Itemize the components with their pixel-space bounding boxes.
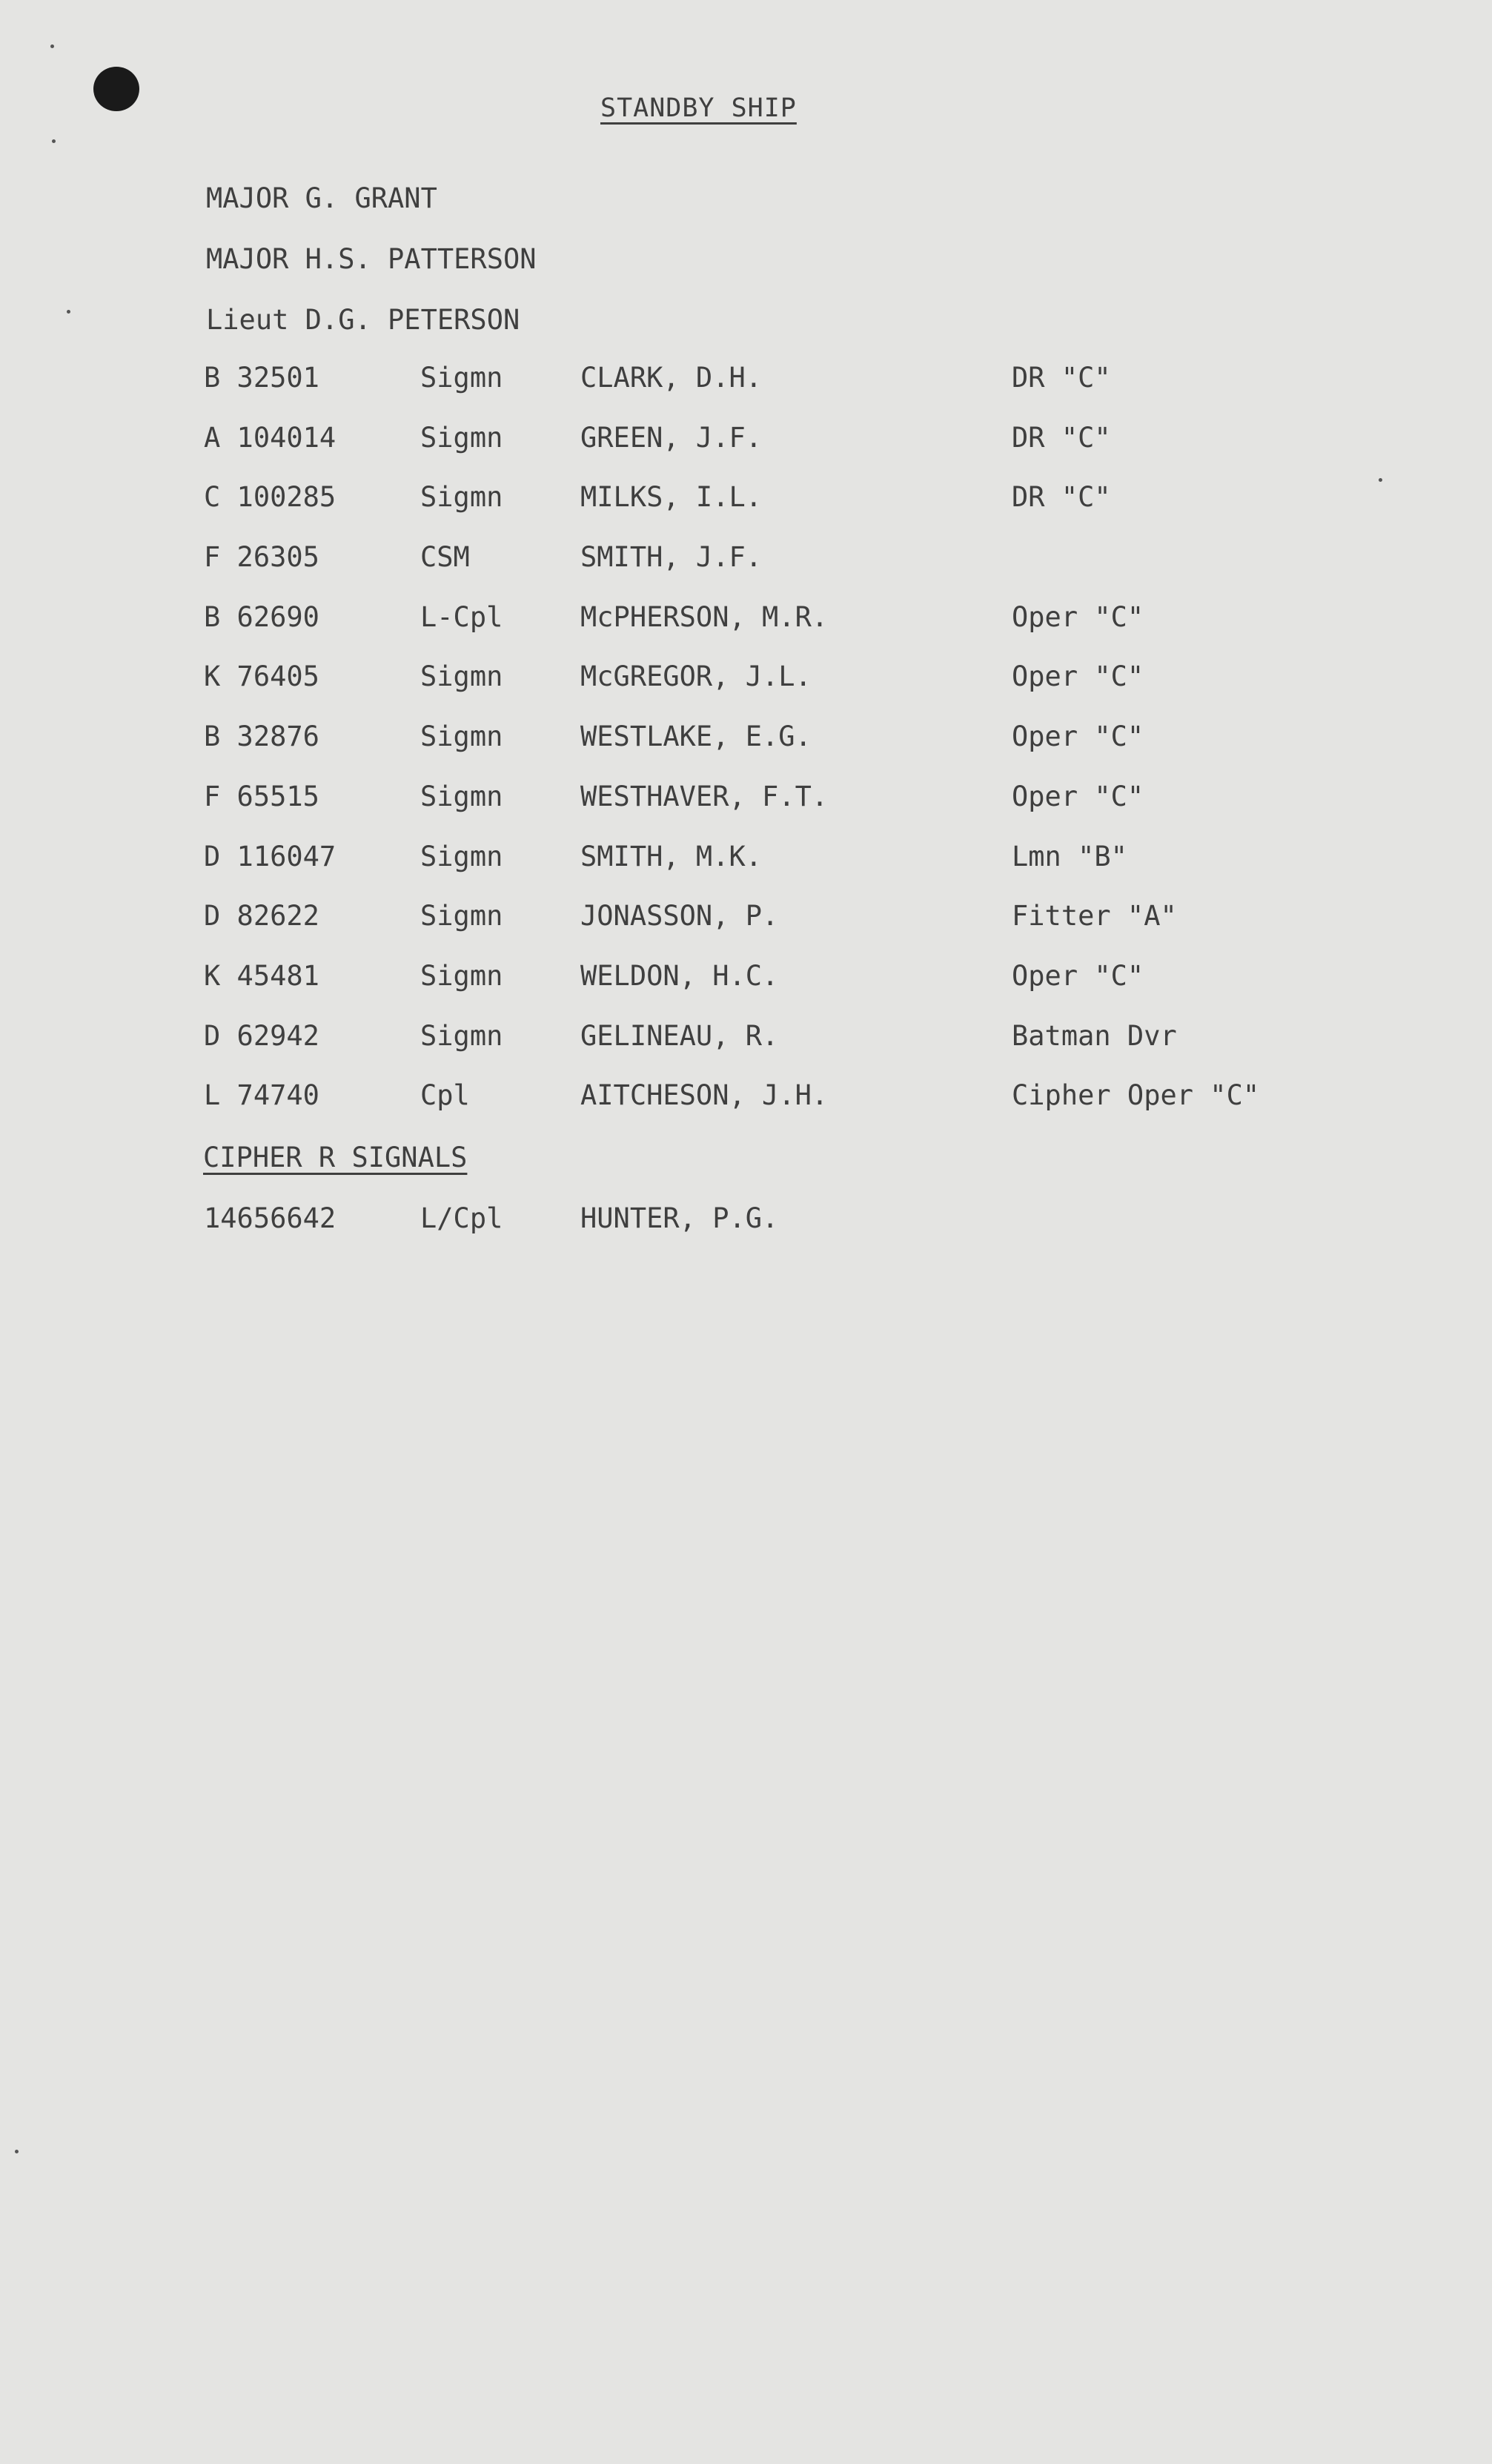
rank: L/Cpl	[420, 1202, 503, 1234]
trade: Cipher Oper "C"	[1012, 1079, 1260, 1112]
rank: Sigmn	[420, 840, 503, 872]
service-number: K 76405	[204, 660, 319, 693]
member-name: CLARK, D.H.	[580, 362, 763, 394]
member-name: GREEN, J.F.	[580, 421, 763, 454]
service-number: D 116047	[204, 840, 336, 872]
section-heading: CIPHER R SIGNALS	[203, 1142, 468, 1173]
rank: Sigmn	[420, 481, 503, 514]
rank: Sigmn	[420, 1019, 503, 1052]
speck	[1379, 478, 1382, 482]
trade: Oper "C"	[1012, 959, 1144, 992]
trade: Oper "C"	[1012, 721, 1144, 753]
service-number: B 32876	[204, 721, 319, 753]
service-number: F 26305	[204, 541, 319, 574]
service-number: B 32501	[204, 362, 319, 394]
trade: Oper "C"	[1012, 780, 1144, 812]
officer-line: MAJOR G. GRANT	[206, 182, 437, 214]
service-number: L 74740	[204, 1079, 319, 1112]
member-name: McPHERSON, M.R.	[580, 600, 829, 633]
punch-hole	[93, 67, 139, 111]
member-name: GELINEAU, R.	[580, 1019, 779, 1052]
rank: CSM	[420, 541, 470, 574]
speck	[52, 139, 56, 143]
rank: Sigmn	[420, 780, 503, 812]
trade: DR "C"	[1012, 481, 1111, 514]
trade: Oper "C"	[1012, 660, 1144, 693]
member-name: WELDON, H.C.	[580, 959, 779, 992]
service-number: F 65515	[204, 780, 319, 812]
member-name: WESTHAVER, F.T.	[580, 780, 829, 812]
speck	[67, 310, 70, 314]
trade: Batman Dvr	[1012, 1019, 1177, 1052]
document-title: STANDBY SHIP	[600, 93, 797, 123]
rank: Sigmn	[420, 660, 503, 693]
service-number: D 62942	[204, 1019, 319, 1052]
trade: Oper "C"	[1012, 600, 1144, 633]
speck	[50, 44, 54, 48]
officer-list	[206, 182, 537, 365]
rank: Sigmn	[420, 421, 503, 454]
speck	[15, 2150, 19, 2153]
service-number: C 100285	[204, 481, 336, 514]
member-name: HUNTER, P.G.	[580, 1202, 779, 1234]
service-number: A 104014	[204, 421, 336, 454]
service-number: K 45481	[204, 959, 319, 992]
trade: Fitter "A"	[1012, 900, 1177, 933]
rank: Sigmn	[420, 900, 503, 933]
rank: L-Cpl	[420, 600, 503, 633]
officer-line: Lieut D.G. PETERSON	[206, 304, 520, 336]
rank: Sigmn	[420, 959, 503, 992]
member-name: WESTLAKE, E.G.	[580, 721, 812, 753]
trade: DR "C"	[1012, 362, 1111, 394]
trade: Lmn "B"	[1012, 840, 1127, 872]
service-number: B 62690	[204, 600, 319, 633]
member-name: SMITH, J.F.	[580, 541, 763, 574]
rank: Sigmn	[420, 721, 503, 753]
member-name: SMITH, M.K.	[580, 840, 763, 872]
member-name: AITCHESON, J.H.	[580, 1079, 829, 1112]
rank: Cpl	[420, 1079, 470, 1112]
service-number: D 82622	[204, 900, 319, 933]
service-number: 14656642	[204, 1202, 336, 1234]
trade: DR "C"	[1012, 421, 1111, 454]
officer-line: MAJOR H.S. PATTERSON	[206, 243, 537, 275]
member-name: MILKS, I.L.	[580, 481, 763, 514]
rank: Sigmn	[420, 362, 503, 394]
member-name: JONASSON, P.	[580, 900, 779, 933]
member-name: McGREGOR, J.L.	[580, 660, 812, 693]
